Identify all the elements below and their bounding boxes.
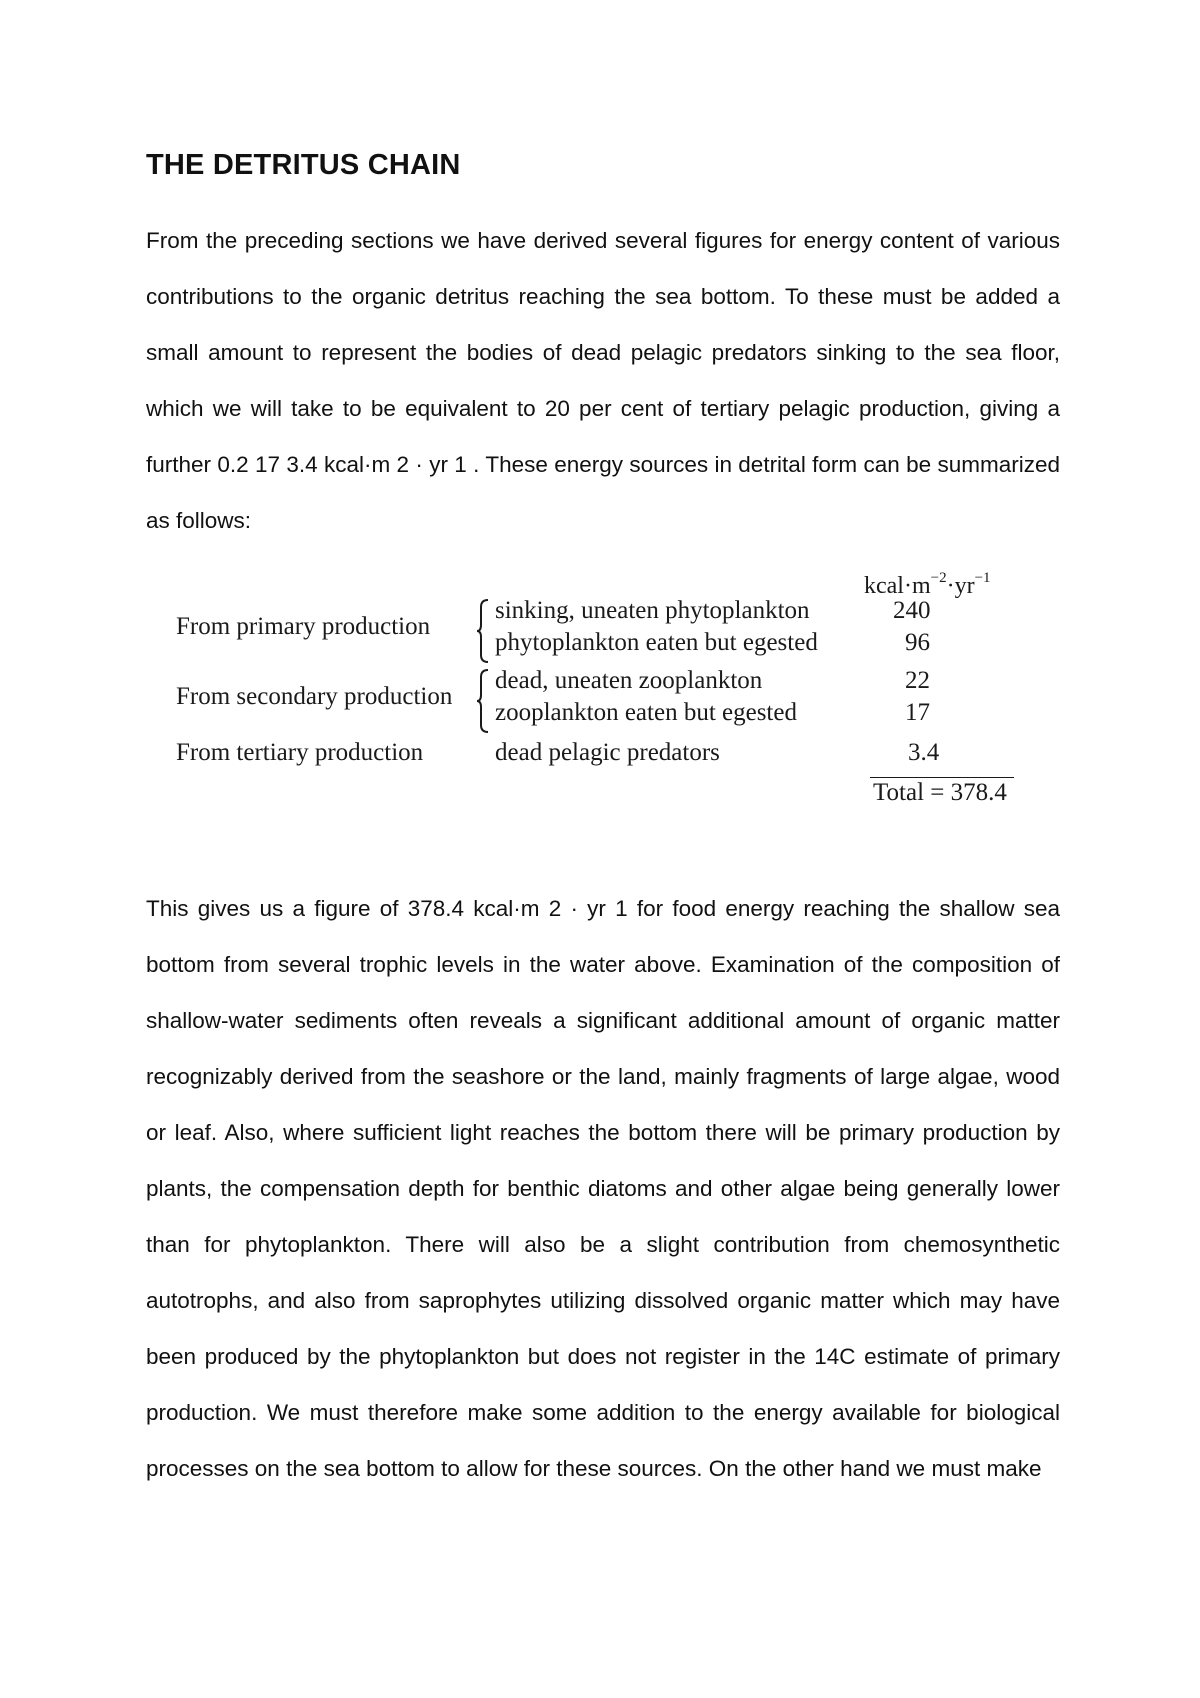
paragraph-body: This gives us a figure of 378.4 kcal·m 2 · yr 1 for food energy reaching the shallow sea bottom from several trophic levels in the water above. Examination of the composition of shallow-water sediments often reveals a significant additional amount of organic matter recognizably derived from the seashore or the land, mainly fragments of large algae, wood or leaf. Also, where sufficient light reaches the bottom there will be primary production by plants, the compensation depth for benthic diatoms and other algae being generally lower than for phytoplankton. There will also be a slight contribution from chemosynthetic autotrophs, and also from saprophytes utilizing dissolved organic matter which may have been produced by the phytoplankton but does not register in the 14C estimate of primary production. We must therefore make some addition to the energy available for biological processes on the sea bottom to allow for these sources. On the other hand we must make <box>146 896 1060 1481</box>
unit-header <box>864 570 991 600</box>
table-value: 3.4 <box>908 739 940 766</box>
table-item: dead, uneaten zooplankton <box>495 667 763 694</box>
table-value: 17 <box>905 699 930 726</box>
table-item: dead pelagic predators <box>495 739 720 766</box>
group-label-tertiary: From tertiary production <box>176 739 424 766</box>
document-page <box>146 145 1060 1497</box>
table-item: phytoplankton eaten but egested <box>495 629 818 656</box>
group-label-primary: From primary production <box>176 613 431 640</box>
total-rule <box>870 777 1014 778</box>
table-value: 22 <box>905 667 930 694</box>
brace-primary <box>476 598 490 664</box>
table-item: zooplankton eaten but egested <box>495 699 797 726</box>
unit-base: kcal·m <box>864 573 931 599</box>
table-value: 240 <box>893 597 931 624</box>
unit-mid: ·yr <box>946 573 975 599</box>
brace-secondary <box>476 668 490 734</box>
table-value: 96 <box>905 629 930 656</box>
energy-sources-table <box>146 555 1060 855</box>
unit-exponent-2: −1 <box>974 570 991 586</box>
page-title: THE DETRITUS CHAIN <box>146 149 461 181</box>
paragraph-intro: From the preceding sections we have derived several figures for energy content of various contributions to the organic detritus reaching the sea bottom. To these must be added a small amount to represent the bodies of dead pelagic predators sinking to the sea floor, which we will take to be equivalent to 20 per cent of tertiary pelagic production, giving a further 0.2 17 3.4 kcal·m 2 · yr 1 . These energy sources in detrital form can be summarized as follows: <box>146 228 1060 533</box>
table-total: Total = 378.4 <box>873 779 1007 806</box>
unit-exponent-1: −2 <box>930 570 947 586</box>
group-label-secondary: From secondary production <box>176 683 453 710</box>
table-item: sinking, uneaten phytoplankton <box>495 597 810 624</box>
